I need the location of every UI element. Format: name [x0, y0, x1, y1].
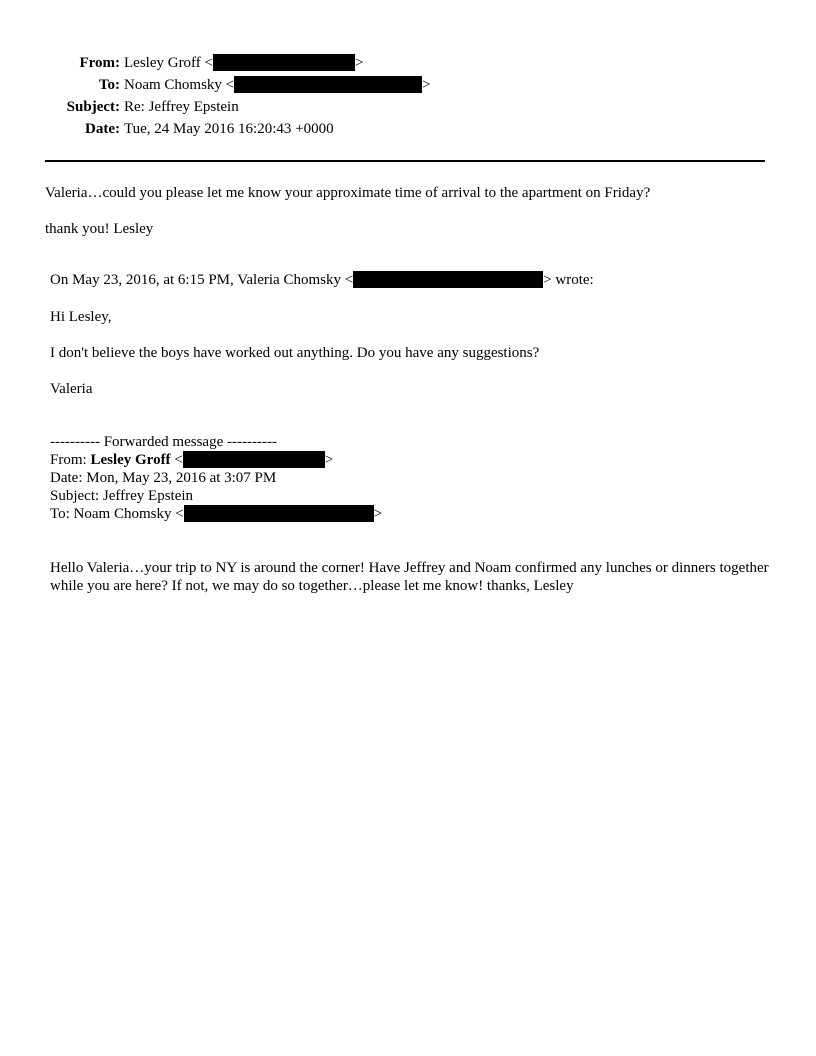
from-value [124, 54, 363, 72]
quoted-intro [50, 271, 594, 289]
forwarded-from-open: < [170, 452, 183, 468]
redaction-box [213, 54, 355, 71]
to-name: Noam Chomsky < [124, 77, 235, 93]
redaction-box [183, 451, 325, 468]
forwarded-to [50, 505, 382, 523]
forwarded-date: Date: Mon, May 23, 2016 at 3:07 PM [50, 470, 277, 486]
redaction-box [234, 76, 422, 93]
quoted-greeting: Hi Lesley, [50, 309, 112, 325]
forwarded-from-prefix: From: [50, 452, 91, 468]
quoted-intro-prefix: On May 23, 2016, at 6:15 PM, Valeria Chomsky < [50, 272, 354, 288]
forwarded-banner: ---------- Forwarded message ---------- [50, 434, 277, 450]
reply-line-1: Valeria…could you please let me know your approximate time of arrival to the apartment on Friday? [45, 185, 651, 201]
from-name: Lesley Groff < [124, 55, 213, 71]
forwarded-subject: Subject: Jeffrey Epstein [50, 488, 194, 504]
to-label: To: [98, 77, 120, 93]
forwarded-message: Hello Valeria…your trip to NY is around the corner! Have Jeffrey and Noam confirmed any lunches or dinners together while you are here? If not, we may do so together…please let me know! thanks, Lesley [50, 560, 769, 594]
to-value [124, 76, 431, 94]
forwarded-to-prefix: To: Noam Chomsky < [50, 506, 184, 522]
subject-label: Subject: [66, 99, 120, 115]
header-divider [45, 160, 765, 162]
redaction-box [353, 271, 543, 288]
subject-value: Re: Jeffrey Epstein [124, 99, 239, 115]
to-close: > [422, 77, 431, 93]
quoted-intro-suffix: > wrote: [543, 272, 594, 288]
quoted-signature: Valeria [50, 381, 93, 397]
redaction-box [184, 505, 374, 522]
forwarded-to-close: > [373, 506, 383, 522]
from-label: From: [79, 55, 120, 71]
forwarded-from-name: Lesley Groff [90, 452, 171, 468]
date-value: Tue, 24 May 2016 16:20:43 +0000 [124, 121, 334, 137]
date-label: Date: [85, 121, 120, 137]
from-close: > [355, 55, 364, 71]
forwarded-from [50, 451, 333, 469]
quoted-message: I don't believe the boys have worked out anything. Do you have any suggestions? [50, 345, 540, 361]
reply-line-2: thank you! Lesley [45, 221, 154, 237]
forwarded-from-close: > [324, 452, 334, 468]
